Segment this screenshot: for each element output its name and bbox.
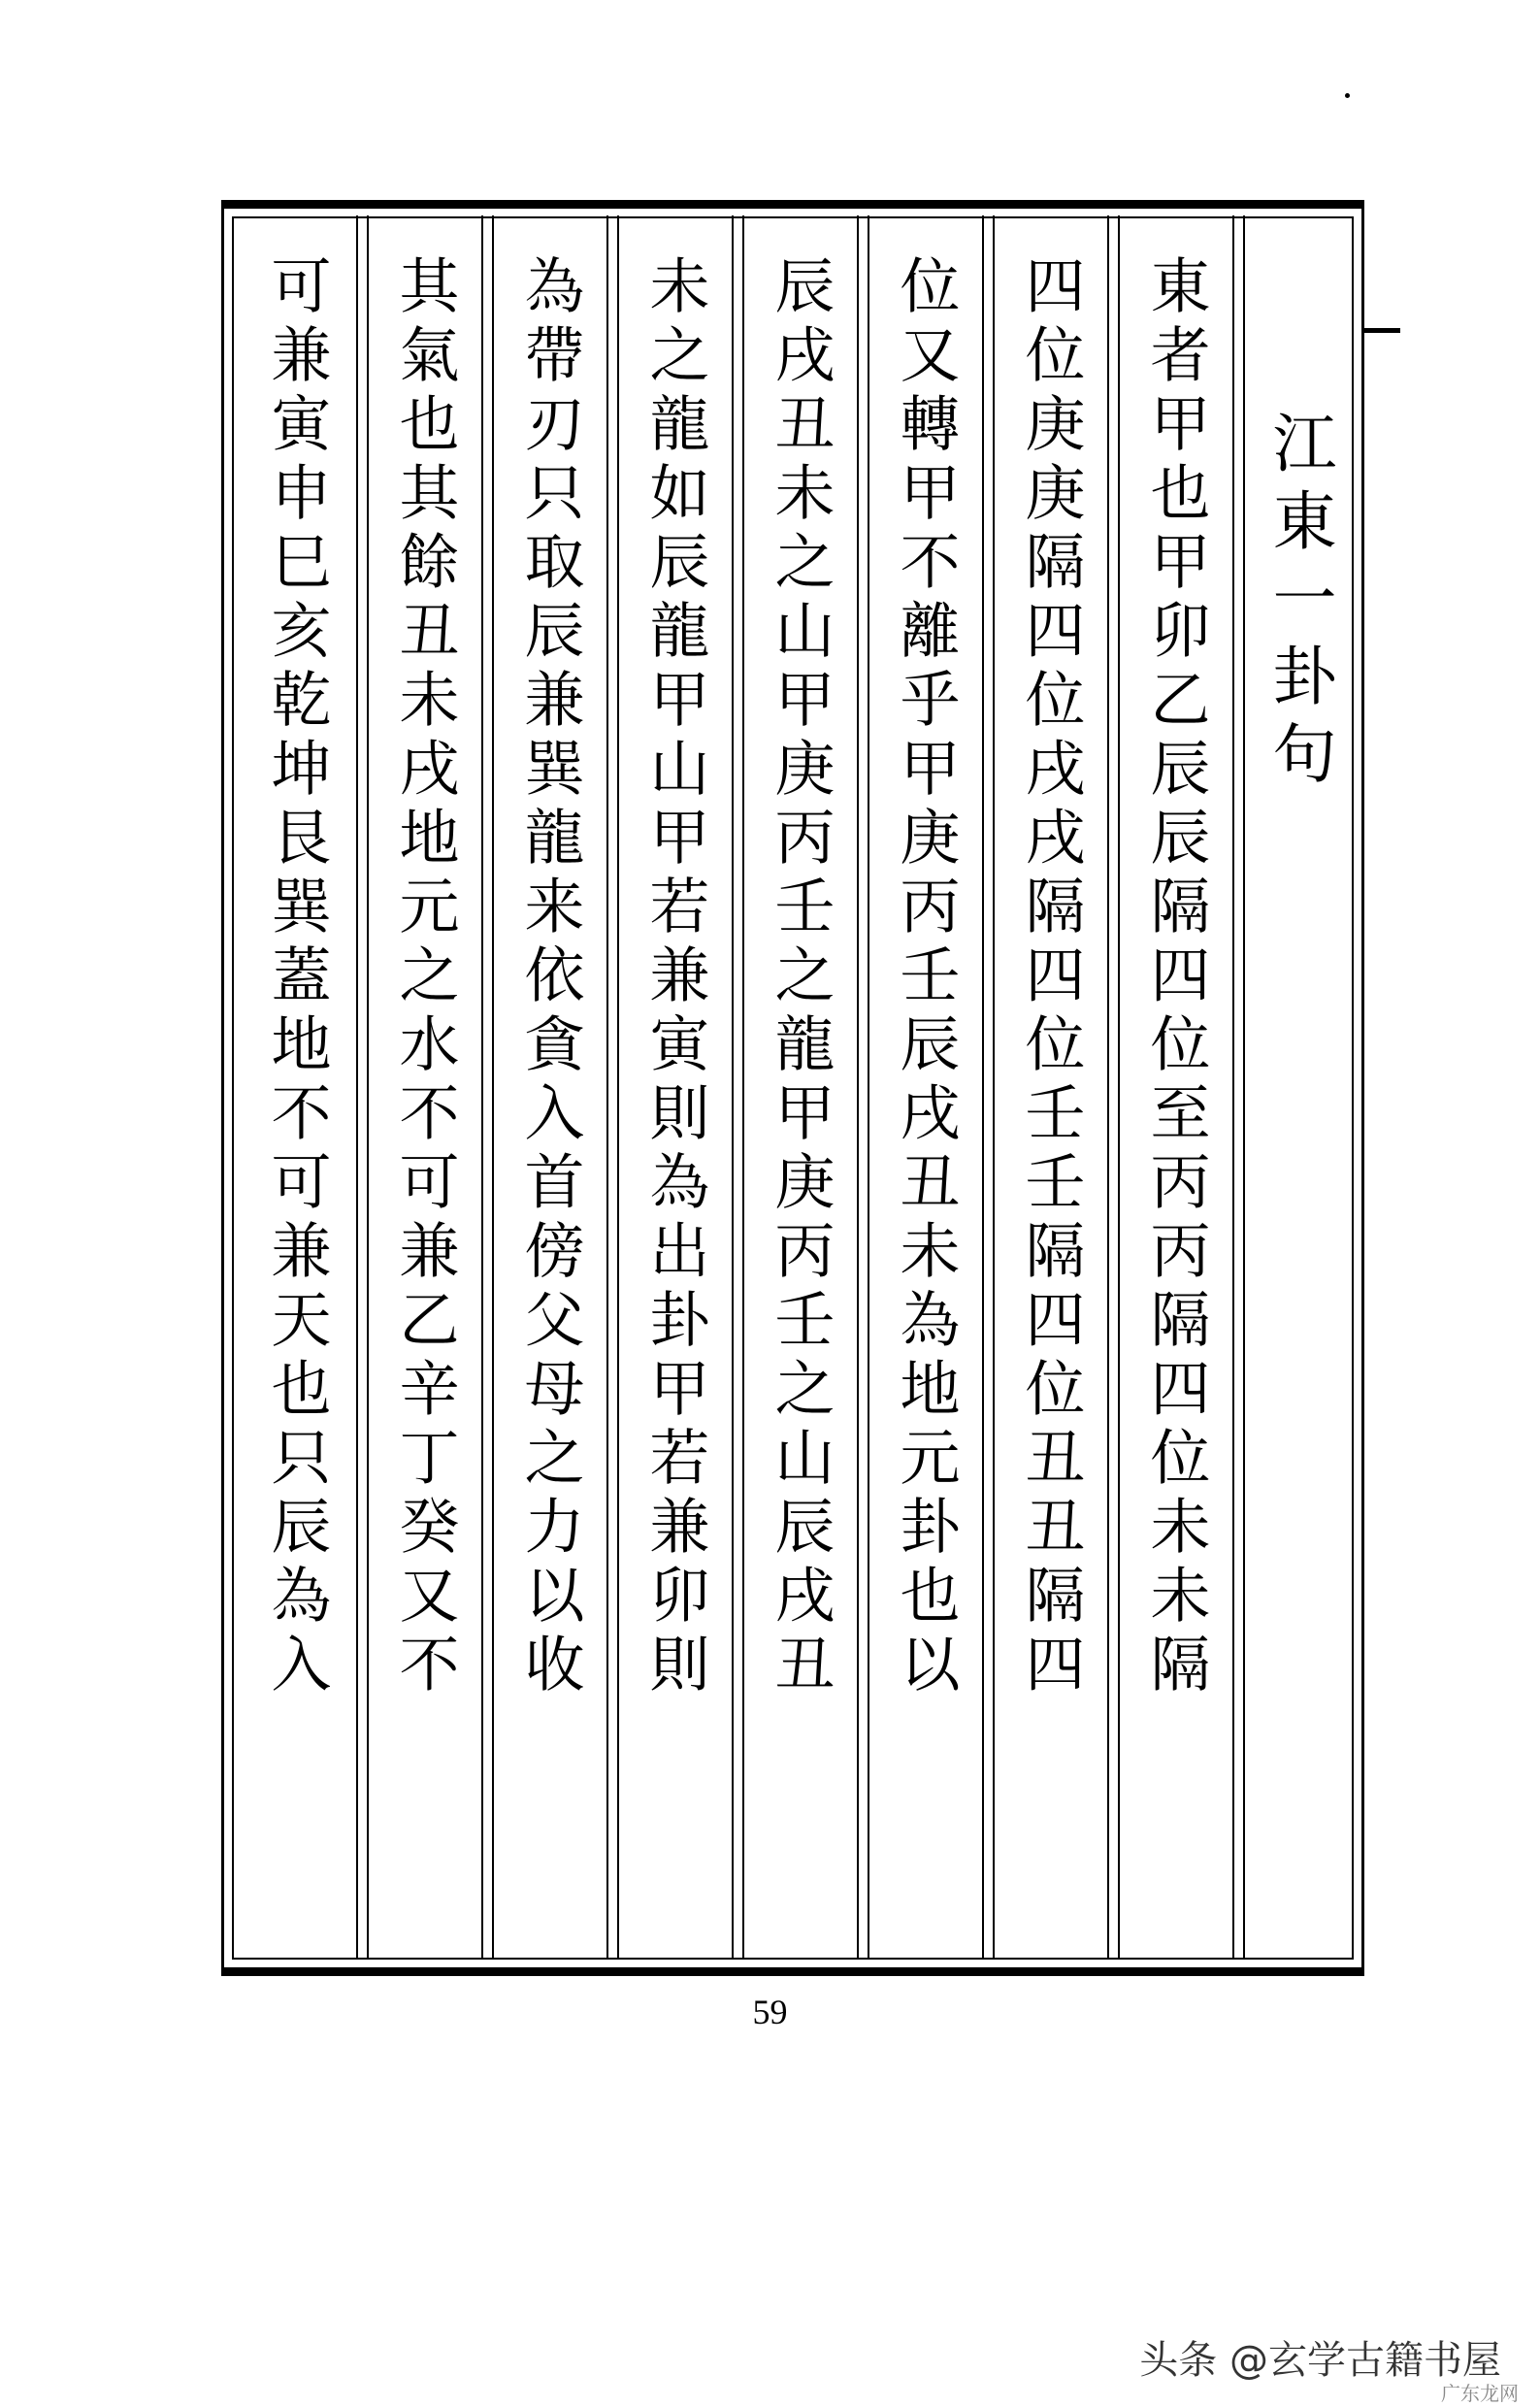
- column-divider: [481, 215, 494, 1959]
- column-text: 位又轉甲不離乎甲庚丙壬辰戌丑未為地元卦也以: [890, 254, 961, 1701]
- column-text: 為帶刃只取辰兼巽龍来依貪入首傍父母之力以收: [514, 254, 585, 1701]
- text-column-4: [745, 215, 854, 1959]
- watermark-subtext: 广东龙网: [1441, 2382, 1519, 2405]
- section-title: 江東一卦句: [1261, 410, 1336, 798]
- text-column-5: [620, 215, 729, 1959]
- column-text: 其氣也其餘丑未戌地元之水不可兼乙辛丁癸又不: [389, 254, 460, 1701]
- column-text: 未之龍如辰龍甲山甲若兼寅則為出卦甲若兼卯則: [639, 254, 710, 1701]
- column-text: 可兼寅申巳亥乾坤艮巽蓋地不可兼天也只辰為入: [261, 254, 332, 1701]
- text-column-2: [996, 215, 1104, 1959]
- column-text: 辰戌丑未之山甲庚丙壬之龍甲庚丙壬之山辰戌丑: [765, 254, 836, 1701]
- title-column: [1244, 215, 1353, 1959]
- text-column-8: [239, 215, 353, 1959]
- text-column-1: [1121, 215, 1229, 1959]
- text-column-3: [870, 215, 979, 1959]
- column-divider: [1107, 215, 1120, 1959]
- column-text: 東者甲也甲卯乙辰辰隔四位至丙丙隔四位未未隔: [1140, 254, 1211, 1701]
- column-divider: [982, 215, 995, 1959]
- text-column-7: [370, 215, 478, 1959]
- column-divider: [606, 215, 619, 1959]
- column-divider: [732, 215, 744, 1959]
- watermark-text: 头条 @玄学古籍书屋: [1139, 2338, 1501, 2383]
- text-column-6: [495, 215, 604, 1959]
- scan-speck: [1345, 93, 1350, 98]
- column-divider: [857, 215, 869, 1959]
- column-divider: [356, 215, 369, 1959]
- column-text: 四位庚庚隔四位戌戌隔四位壬壬隔四位丑丑隔四: [1015, 254, 1086, 1701]
- frame-edge-mark: [1363, 328, 1400, 333]
- page-number: 59: [752, 1993, 788, 2031]
- column-divider: [1232, 215, 1245, 1959]
